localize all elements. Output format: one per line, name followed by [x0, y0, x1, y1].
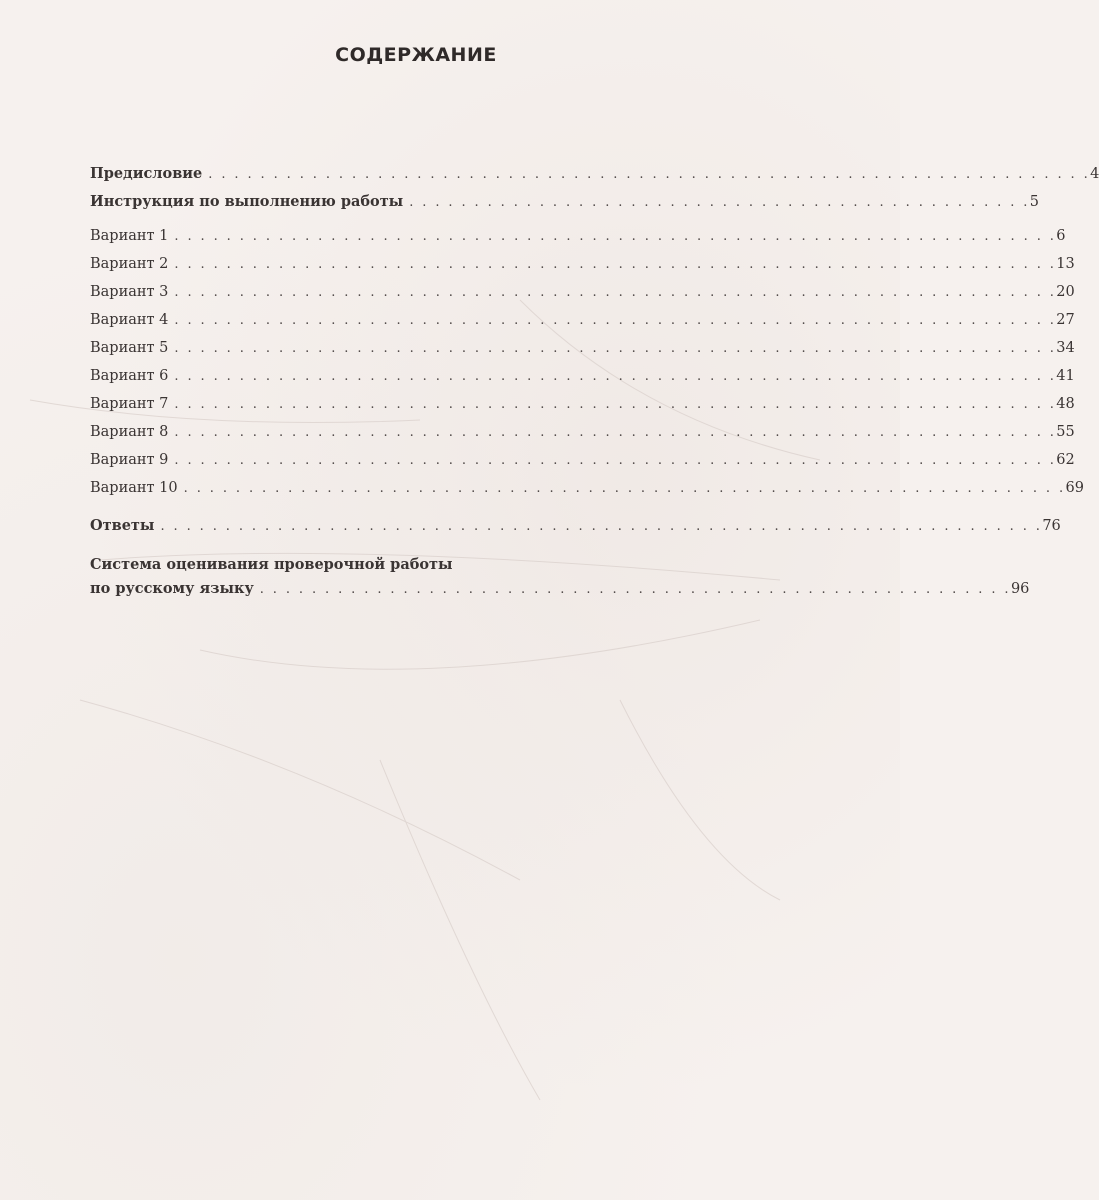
toc-entry-label: Вариант 3: [90, 284, 169, 300]
toc-entry-page: 76: [1042, 518, 1061, 534]
toc-entry-variant[interactable]: [90, 334, 1075, 362]
toc-entry-preface[interactable]: [90, 160, 1099, 188]
dot-leader: . . . . . . . . . . . . . . . . . . . . . . . . . . . . . . . . . . . . . . . . . . . . . . . . . . . . . . . . . . . . . . . . . . . .: [174, 425, 1057, 440]
toc-entry-label: Вариант 5: [90, 340, 169, 356]
toc-entry-variant[interactable]: [90, 474, 1084, 502]
table-of-contents: [90, 160, 1099, 602]
toc-entry-variant[interactable]: [90, 306, 1075, 334]
dot-leader: . . . . . . . . . . . . . . . . . . . . . . . . . . . . . . . . . . . . . . . . . . . . . . . . . . . . . . . . . . . . . . . . . . . .: [174, 257, 1057, 272]
dot-leader: . . . . . . . . . . . . . . . . . . . . . . . . . . . . . . . . . . . . . . . . . . . . . . . . . . . . . . . . . . . . . . . . . . . .: [160, 519, 1043, 534]
dot-leader: . . . . . . . . . . . . . . . . . . . . . . . . . . . . . . . . . . . . . . . . . . . . . . . . . . . . . . . . . . . . . . . . . . . .: [174, 341, 1057, 356]
toc-entry-page: 96: [1010, 581, 1030, 597]
toc-entry-variant[interactable]: [90, 362, 1075, 390]
toc-entry-label: Вариант 8: [90, 424, 169, 440]
toc-entry-variant[interactable]: [90, 390, 1075, 418]
dot-leader: . . . . . . . . . . . . . . . . . . . . . . . . . . . . . . . . . . . . . . . . . . . . . . . . . . . . . . . . . . . . . . . . . . . .: [174, 453, 1057, 468]
dot-leader: . . . . . . . . . . . . . . . . . . . . . . . . . . . . . . . . . . . . . . . . . . . . . . . .: [409, 195, 1030, 210]
toc-entry-label: Вариант 2: [90, 256, 169, 272]
dot-leader: . . . . . . . . . . . . . . . . . . . . . . . . . . . . . . . . . . . . . . . . . . . . . . . . . . . . . . . . . .: [259, 582, 1011, 597]
toc-entry-answers[interactable]: [90, 512, 1061, 540]
toc-entry-label-line2: по русскому языку: [90, 580, 254, 597]
toc-entry-variant[interactable]: [90, 250, 1075, 278]
toc-entry-page: 34: [1056, 340, 1075, 356]
dot-leader: . . . . . . . . . . . . . . . . . . . . . . . . . . . . . . . . . . . . . . . . . . . . . . . . . . . . . . . . . . . . . . . . . . . .: [174, 397, 1057, 412]
toc-entry-label: Вариант 7: [90, 396, 169, 412]
page-title: СОДЕРЖАНИЕ: [335, 44, 497, 66]
toc-entry-page: 55: [1056, 424, 1075, 440]
toc-entry-page: 62: [1056, 452, 1075, 468]
toc-entry-instructions[interactable]: [90, 188, 1040, 216]
toc-entry-label: Ответы: [90, 517, 155, 534]
dot-leader: . . . . . . . . . . . . . . . . . . . . . . . . . . . . . . . . . . . . . . . . . . . . . . . . . . . . . . . . . . . . . . . . . . . .: [174, 229, 1057, 244]
toc-entry-label: Вариант 6: [90, 368, 169, 384]
dot-leader: . . . . . . . . . . . . . . . . . . . . . . . . . . . . . . . . . . . . . . . . . . . . . . . . . . . . . . . . . . . . . . . . . . . .: [174, 285, 1057, 300]
toc-entry-label: Предисловие: [90, 165, 203, 182]
toc-entry-label: Вариант 10: [90, 480, 178, 496]
toc-entry-variant[interactable]: [90, 446, 1075, 474]
toc-entry-variant[interactable]: [90, 222, 1066, 250]
toc-entry-page: 20: [1056, 284, 1075, 300]
toc-entry-assessment-system[interactable]: [90, 554, 1030, 602]
dot-leader: . . . . . . . . . . . . . . . . . . . . . . . . . . . . . . . . . . . . . . . . . . . . . . . . . . . . . . . . . . . . . . . . . . . .: [174, 369, 1057, 384]
toc-entry-page: 27: [1056, 312, 1075, 328]
toc-entry-page: 13: [1056, 256, 1075, 272]
toc-entry-page: 4: [1090, 166, 1099, 182]
toc-entry-variant[interactable]: [90, 418, 1075, 446]
toc-entry-line2: [90, 576, 1030, 602]
dot-leader: . . . . . . . . . . . . . . . . . . . . . . . . . . . . . . . . . . . . . . . . . . . . . . . . . . . . . . . . . . . . . . . . . . . .: [174, 313, 1057, 328]
toc-entry-page: 69: [1065, 480, 1084, 496]
toc-entry-label: Вариант 1: [90, 228, 169, 244]
toc-entry-page: 5: [1029, 194, 1040, 210]
toc-entry-label: Инструкция по выполнению работы: [90, 193, 404, 210]
toc-entry-page: 48: [1056, 396, 1075, 412]
toc-entry-page: 41: [1056, 368, 1075, 384]
toc-entry-page: 6: [1056, 228, 1066, 244]
dot-leader: . . . . . . . . . . . . . . . . . . . . . . . . . . . . . . . . . . . . . . . . . . . . . . . . . . . . . . . . . . . . . . . . . . . .: [183, 481, 1066, 496]
toc-entry-variant[interactable]: [90, 278, 1075, 306]
toc-entry-label: Вариант 4: [90, 312, 169, 328]
dot-leader: . . . . . . . . . . . . . . . . . . . . . . . . . . . . . . . . . . . . . . . . . . . . . . . . . . . . . . . . . . . . . . . . . . . .: [208, 167, 1091, 182]
toc-entry-label: Вариант 9: [90, 452, 169, 468]
toc-entry-label-line1: Система оценивания проверочной работы: [90, 556, 453, 573]
